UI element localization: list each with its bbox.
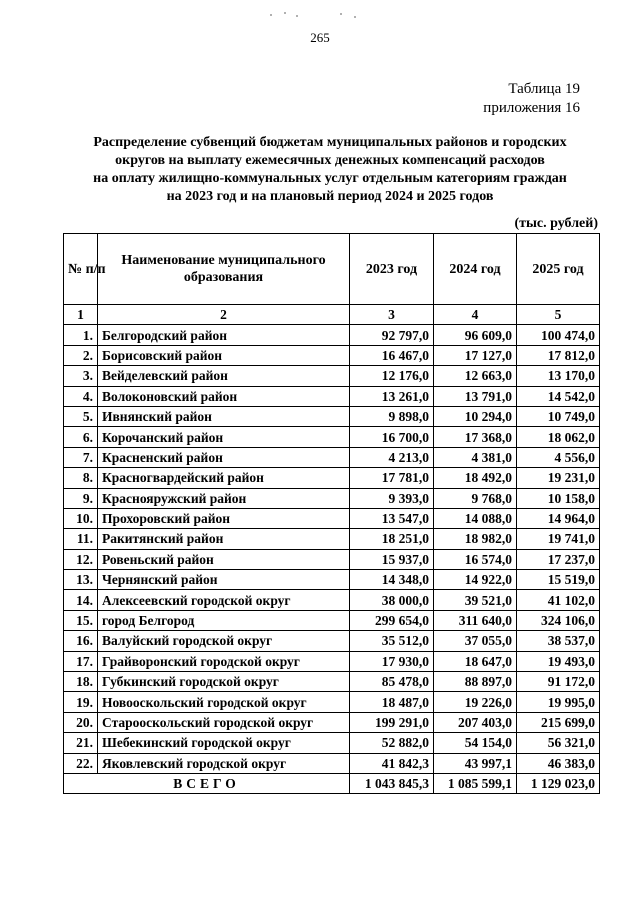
- table-row: [64, 529, 600, 549]
- title-line: округов на выплату ежемесячных денежных компенсаций расходов: [115, 153, 545, 168]
- value-2024: 37 055,0: [434, 631, 517, 651]
- col-number: 5: [517, 305, 600, 325]
- value-2023: 15 937,0: [350, 549, 434, 569]
- table-row: [64, 427, 600, 447]
- document-title: [60, 134, 600, 206]
- value-2023: 12 176,0: [350, 366, 434, 386]
- total-2025: 1 129 023,0: [517, 773, 600, 793]
- scan-speckles: [270, 12, 360, 18]
- row-number: 7.: [64, 447, 98, 467]
- row-number: 20.: [64, 712, 98, 732]
- municipality-name: Яковлевский городской округ: [98, 753, 350, 773]
- value-2024: 14 088,0: [434, 508, 517, 528]
- value-2023: 299 654,0: [350, 610, 434, 630]
- value-2023: 41 842,3: [350, 753, 434, 773]
- value-2024: 12 663,0: [434, 366, 517, 386]
- value-2023: 18 487,0: [350, 692, 434, 712]
- table-row: [64, 733, 600, 753]
- value-2024: 16 574,0: [434, 549, 517, 569]
- value-2024: 14 922,0: [434, 570, 517, 590]
- value-2023: 16 467,0: [350, 345, 434, 365]
- value-2023: 17 930,0: [350, 651, 434, 671]
- value-2025: 17 237,0: [517, 549, 600, 569]
- municipality-name: Белгородский район: [98, 325, 350, 345]
- value-2025: 100 474,0: [517, 325, 600, 345]
- value-2025: 14 542,0: [517, 386, 600, 406]
- municipality-name: Прохоровский район: [98, 508, 350, 528]
- col-number: 3: [350, 305, 434, 325]
- table-row: [64, 753, 600, 773]
- total-label: ВСЕГО: [64, 773, 350, 793]
- header-num: № п/п: [64, 234, 98, 305]
- table-row: [64, 570, 600, 590]
- value-2023: 9 393,0: [350, 488, 434, 508]
- value-2024: 207 403,0: [434, 712, 517, 732]
- table-row: [64, 345, 600, 365]
- value-2025: 46 383,0: [517, 753, 600, 773]
- value-2023: 4 213,0: [350, 447, 434, 467]
- table-row: [64, 712, 600, 732]
- table-row: [64, 386, 600, 406]
- row-number: 21.: [64, 733, 98, 753]
- value-2025: 215 699,0: [517, 712, 600, 732]
- value-2025: 4 556,0: [517, 447, 600, 467]
- value-2023: 92 797,0: [350, 325, 434, 345]
- row-number: 16.: [64, 631, 98, 651]
- value-2025: 10 749,0: [517, 406, 600, 426]
- municipality-name: Вейделевский район: [98, 366, 350, 386]
- value-2025: 19 741,0: [517, 529, 600, 549]
- value-2024: 39 521,0: [434, 590, 517, 610]
- value-2024: 4 381,0: [434, 447, 517, 467]
- value-2023: 199 291,0: [350, 712, 434, 732]
- municipality-name: Волоконовский район: [98, 386, 350, 406]
- value-2023: 13 261,0: [350, 386, 434, 406]
- header-2023: 2023 год: [350, 234, 434, 305]
- table-row: [64, 366, 600, 386]
- title-line: на оплату жилищно-коммунальных услуг отдельным категориям граждан: [93, 171, 567, 186]
- municipality-name: Шебекинский городской округ: [98, 733, 350, 753]
- municipality-name: Краснояружский район: [98, 488, 350, 508]
- municipality-name: Губкинский городской округ: [98, 672, 350, 692]
- title-line: Распределение субвенций бюджетам муниципальных районов и городских: [93, 135, 567, 150]
- row-number: 13.: [64, 570, 98, 590]
- value-2023: 38 000,0: [350, 590, 434, 610]
- value-2025: 19 493,0: [517, 651, 600, 671]
- value-2023: 35 512,0: [350, 631, 434, 651]
- value-2024: 18 492,0: [434, 468, 517, 488]
- value-2025: 56 321,0: [517, 733, 600, 753]
- col-number: 2: [98, 305, 350, 325]
- row-number: 12.: [64, 549, 98, 569]
- table-row: [64, 672, 600, 692]
- table-row: [64, 692, 600, 712]
- value-2025: 17 812,0: [517, 345, 600, 365]
- table-row: [64, 508, 600, 528]
- value-2023: 17 781,0: [350, 468, 434, 488]
- row-number: 5.: [64, 406, 98, 426]
- header-2024: 2024 год: [434, 234, 517, 305]
- col-number: 1: [64, 305, 98, 325]
- table-ref-line2: приложения 16: [483, 100, 580, 116]
- table-row: [64, 406, 600, 426]
- value-2023: 13 547,0: [350, 508, 434, 528]
- table-row: [64, 631, 600, 651]
- municipality-name: Новооскольский городской округ: [98, 692, 350, 712]
- row-number: 14.: [64, 590, 98, 610]
- value-2025: 10 158,0: [517, 488, 600, 508]
- value-2024: 96 609,0: [434, 325, 517, 345]
- row-number: 22.: [64, 753, 98, 773]
- municipality-name: город Белгород: [98, 610, 350, 630]
- municipality-name: Ракитянский район: [98, 529, 350, 549]
- value-2023: 85 478,0: [350, 672, 434, 692]
- table-row: [64, 549, 600, 569]
- value-2024: 17 127,0: [434, 345, 517, 365]
- value-2025: 41 102,0: [517, 590, 600, 610]
- table-row: [64, 610, 600, 630]
- col-number: 4: [434, 305, 517, 325]
- table-row: [64, 447, 600, 467]
- municipality-name: Чернянский район: [98, 570, 350, 590]
- row-number: 1.: [64, 325, 98, 345]
- value-2025: 38 537,0: [517, 631, 600, 651]
- municipality-name: Красненский район: [98, 447, 350, 467]
- value-2024: 19 226,0: [434, 692, 517, 712]
- value-2025: 13 170,0: [517, 366, 600, 386]
- row-number: 9.: [64, 488, 98, 508]
- table-row: [64, 651, 600, 671]
- value-2023: 52 882,0: [350, 733, 434, 753]
- value-2024: 43 997,1: [434, 753, 517, 773]
- page-number: 265: [310, 30, 330, 45]
- value-2025: 18 062,0: [517, 427, 600, 447]
- municipality-name: Корочанский район: [98, 427, 350, 447]
- value-2023: 14 348,0: [350, 570, 434, 590]
- table-row: [64, 325, 600, 345]
- value-2024: 88 897,0: [434, 672, 517, 692]
- subsidy-table: [63, 233, 600, 794]
- row-number: 17.: [64, 651, 98, 671]
- value-2023: 9 898,0: [350, 406, 434, 426]
- value-2024: 10 294,0: [434, 406, 517, 426]
- table-ref-line1: Таблица 19: [508, 81, 580, 97]
- value-2025: 19 995,0: [517, 692, 600, 712]
- value-2024: 18 982,0: [434, 529, 517, 549]
- municipality-name: Валуйский городской округ: [98, 631, 350, 651]
- value-2024: 13 791,0: [434, 386, 517, 406]
- table-row: [64, 488, 600, 508]
- row-number: 8.: [64, 468, 98, 488]
- municipality-name: Старооскольский городской округ: [98, 712, 350, 732]
- value-2023: 18 251,0: [350, 529, 434, 549]
- municipality-name: Красногвардейский район: [98, 468, 350, 488]
- municipality-name: Алексеевский городской округ: [98, 590, 350, 610]
- municipality-name: Ровеньский район: [98, 549, 350, 569]
- title-line: на 2023 год и на плановый период 2024 и 2025 годов: [166, 189, 494, 204]
- header-2025: 2025 год: [517, 234, 600, 305]
- row-number: 2.: [64, 345, 98, 365]
- municipality-name: Ивнянский район: [98, 406, 350, 426]
- value-2024: 18 647,0: [434, 651, 517, 671]
- row-number: 4.: [64, 386, 98, 406]
- table-row: [64, 468, 600, 488]
- table-reference: [483, 80, 580, 118]
- value-2024: 54 154,0: [434, 733, 517, 753]
- value-2024: 17 368,0: [434, 427, 517, 447]
- value-2025: 324 106,0: [517, 610, 600, 630]
- value-2024: 9 768,0: [434, 488, 517, 508]
- units-label: (тыс. рублей): [514, 216, 598, 231]
- value-2025: 15 519,0: [517, 570, 600, 590]
- row-number: 10.: [64, 508, 98, 528]
- row-number: 15.: [64, 610, 98, 630]
- table-row: [64, 590, 600, 610]
- total-2023: 1 043 845,3: [350, 773, 434, 793]
- column-number-row: [64, 305, 600, 325]
- municipality-name: Грайворонский городской округ: [98, 651, 350, 671]
- value-2023: 16 700,0: [350, 427, 434, 447]
- row-number: 3.: [64, 366, 98, 386]
- value-2025: 14 964,0: [517, 508, 600, 528]
- row-number: 18.: [64, 672, 98, 692]
- header-name: Наименование муниципального образования: [98, 234, 350, 305]
- header-row: [64, 234, 600, 305]
- value-2025: 19 231,0: [517, 468, 600, 488]
- municipality-name: Борисовский район: [98, 345, 350, 365]
- total-2024: 1 085 599,1: [434, 773, 517, 793]
- row-number: 19.: [64, 692, 98, 712]
- value-2024: 311 640,0: [434, 610, 517, 630]
- row-number: 11.: [64, 529, 98, 549]
- row-number: 6.: [64, 427, 98, 447]
- total-row: [64, 773, 600, 793]
- value-2025: 91 172,0: [517, 672, 600, 692]
